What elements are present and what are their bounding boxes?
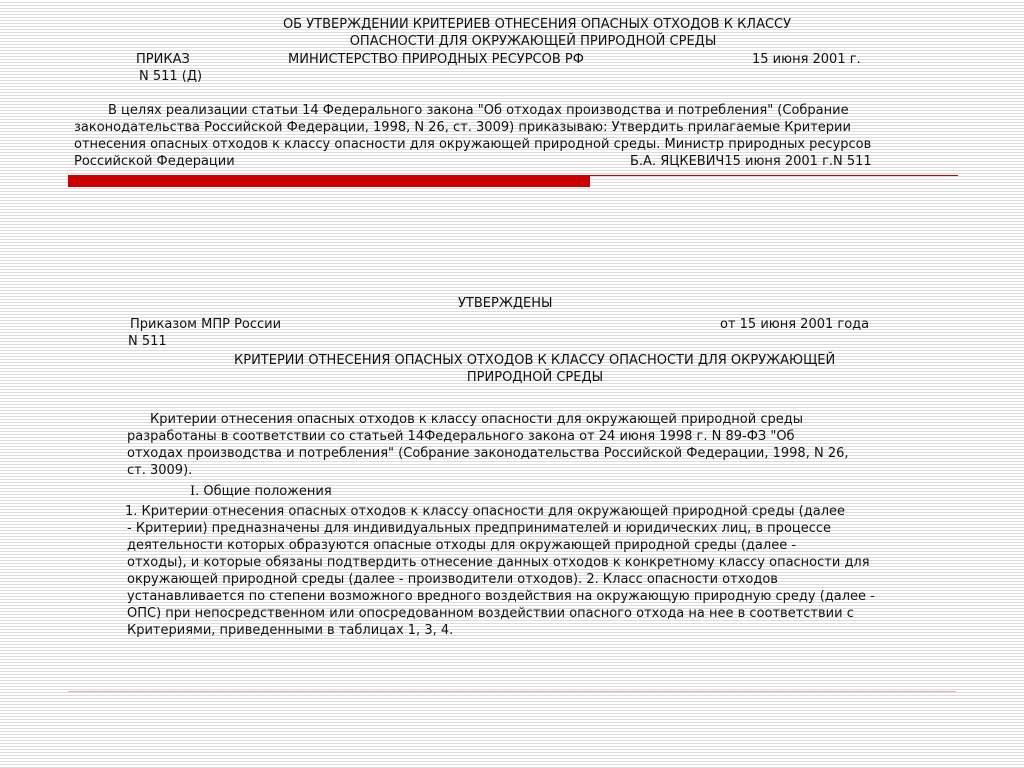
document-title-line-2: ОПАСНОСТИ ДЛЯ ОКРУЖАЮЩЕЙ ПРИРОДНОЙ СРЕДЫ (349, 34, 717, 49)
para2-line-2: - Критерии) предназначены для индивидуальных предпринимателей и юридических лиц, в процессе (127, 521, 832, 536)
intro-line-2: законодательства Российской Федерации, 1998, N 26, ст. 3009) приказываю: Утвердить прилагаемые Критерии (74, 120, 851, 135)
document-type: ПРИКАЗ (136, 52, 190, 67)
intro-line-1: В целях реализации статьи 14 Федерального закона "Об отходах производства и потребления" (Собрание (108, 103, 849, 118)
intro-line-3: отнесения опасных отходов к классу опасности для окружающей природной среды. Министр природных ресурсов (74, 137, 872, 152)
ministry-name: МИНИСТЕРСТВО ПРИРОДНЫХ РЕСУРСОВ РФ (288, 52, 584, 67)
para2-line-7: ОПС) при непосредственном или опосредованном воздействии опасного отхода на нее в соответствии с (127, 606, 854, 621)
approved-order-date: от 15 июня 2001 года (720, 317, 870, 332)
bottom-divider-line (68, 691, 956, 692)
para2-line-8: Критериями, приведенными в таблицах 1, 3, 4. (127, 623, 454, 638)
approved-by-order: Приказом МПР России (130, 317, 282, 332)
para2-line-5: окружающей природной среды (далее - производители отходов). 2. Класс опасности отходов (127, 572, 778, 587)
para2-line-6: устанавливается по степени возможного вредного воздействия на окружающую природную среду (далее - (127, 589, 875, 604)
section-heading (190, 483, 332, 500)
criteria-title-line-2: ПРИРОДНОЙ СРЕДЫ (466, 370, 604, 385)
signature-and-date: Б.А. ЯЦКЕВИЧ15 июня 2001 г.N 511 (630, 154, 872, 169)
para1-line-4: ст. 3009). (127, 463, 193, 478)
section-number: I. (190, 484, 200, 499)
document-title-line-1: ОБ УТВЕРЖДЕНИИ КРИТЕРИЕВ ОТНЕСЕНИЯ ОПАСНЫХ ОТХОДОВ К КЛАССУ (282, 17, 792, 32)
red-divider-line (590, 175, 958, 176)
criteria-title-line-1: КРИТЕРИИ ОТНЕСЕНИЯ ОПАСНЫХ ОТХОДОВ К КЛАССУ ОПАСНОСТИ ДЛЯ ОКРУЖАЮЩЕЙ (234, 353, 836, 368)
red-divider-bar (68, 175, 590, 187)
para2-line-4: отходы), и которые обязаны подтвердить отнесение данных отходов к конкретному классу опасности для (127, 555, 870, 570)
para2-line-3: деятельности которых образуются опасные отходы для окружающей природной среды (далее - (127, 538, 797, 553)
section-heading-text: Общие положения (203, 484, 332, 499)
para2-line-1: 1. Критерии отнесения опасных отходов к классу опасности для окружающей природной среды (далее (125, 504, 845, 519)
para1-line-1: Критерии отнесения опасных отходов к классу опасности для окружающей природной среды (150, 412, 803, 427)
approved-order-number: N 511 (128, 334, 167, 349)
approved-heading: УТВЕРЖДЕНЫ (458, 296, 553, 311)
para1-line-3: отходах производства и потребления" (Собрание законодательства Российской Федерации, 1998, N 26, (127, 446, 849, 461)
para1-line-2: разработаны в соответствии со статьей 14Федерального закона от 24 июня 1998 г. N 89-ФЗ "Об (127, 429, 795, 444)
order-number: N 511 (Д) (139, 69, 203, 84)
order-date: 15 июня 2001 г. (752, 52, 861, 67)
intro-line-4-left: Российской Федерации (74, 154, 235, 169)
